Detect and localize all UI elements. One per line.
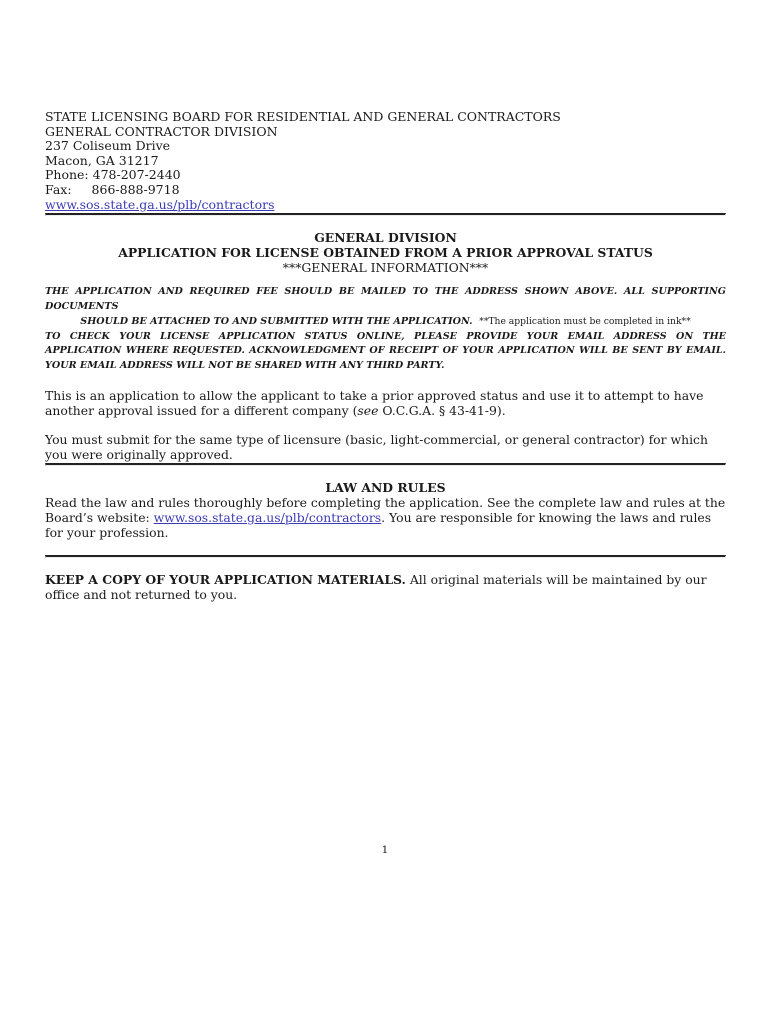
licensure-paragraph: You must submit for the same type of licensure (basic, light-commercial, or general contractor) for which you were originally approved. [45,431,708,462]
keep-copy-heading: KEEP A COPY OF YOUR APPLICATION MATERIALS. [45,571,406,587]
mailing-notice [45,285,726,374]
purpose-paragraph: This is an application to allow the applicant to take a prior approved status and use it to attempt to have another approval issued for a different company (see O.C.G.A. § 43-41-9). [45,387,704,418]
notice-line-2: SHOULD BE ATTACHED TO AND SUBMITTED WITH THE APPLICATION. **The application must be completed in ink** [80,315,691,327]
section-title: ***GENERAL INFORMATION*** [282,260,489,276]
fax-value: 866-888-9718 [91,181,180,197]
document-page [45,110,726,602]
law-paragraph: Read the law and rules thoroughly before completing the application. See the complete law and rules at the Board’s website: www.sos.state.ga.us/plb/contractors. You are responsible for knowing the laws and rules for your profession. [45,494,726,540]
street-address: 237 Coliseum Drive [45,138,171,154]
website-link[interactable]: www.sos.state.ga.us/plb/contractors [45,196,275,212]
divider [45,463,726,466]
application-title: APPLICATION FOR LICENSE OBTAINED FROM A PRIOR APPROVAL STATUS [118,245,653,261]
see-word: see [357,402,379,418]
fax-number [45,183,726,198]
law-heading: LAW AND RULES [325,479,446,495]
law-website-link[interactable]: www.sos.state.ga.us/plb/contractors [153,509,382,525]
divider [45,213,726,216]
board-header [45,110,726,212]
division-title: GENERAL DIVISION [314,230,457,246]
city-state-zip: Macon, GA 31217 [45,152,159,168]
fax-label: Fax: [45,181,72,197]
board-name: STATE LICENSING BOARD FOR RESIDENTIAL AND GENERAL CONTRACTORS [45,109,561,124]
keep-copy-paragraph: KEEP A COPY OF YOUR APPLICATION MATERIALS. All original materials will be maintained by our office and not returned to you. [45,571,707,602]
division-name: GENERAL CONTRACTOR DIVISION [45,123,278,139]
ink-note: **The application must be completed in ink** [479,315,691,327]
form-title [45,230,726,260]
page-number: 1 [381,844,389,856]
phone-number: Phone: 478-207-2440 [45,167,181,183]
email-notice: TO CHECK YOUR LICENSE APPLICATION STATUS ONLINE, PLEASE PROVIDE YOUR EMAIL ADDRESS ON THE APPLICATION WHERE REQUESTED. ACKNOWLEDGMENT OF RECEIPT OF YOUR APPLICATION WILL BE SENT BY EMAIL. YOUR EMAIL ADDRESS WILL NOT BE SHARED WITH ANY THIRD PARTY. [45,330,726,372]
notice-line-1: THE APPLICATION AND REQUIRED FEE SHOULD BE MAILED TO THE ADDRESS SHOWN ABOVE. ALL SUPPORTING DOCUMENTS [45,286,726,312]
divider [45,555,726,558]
